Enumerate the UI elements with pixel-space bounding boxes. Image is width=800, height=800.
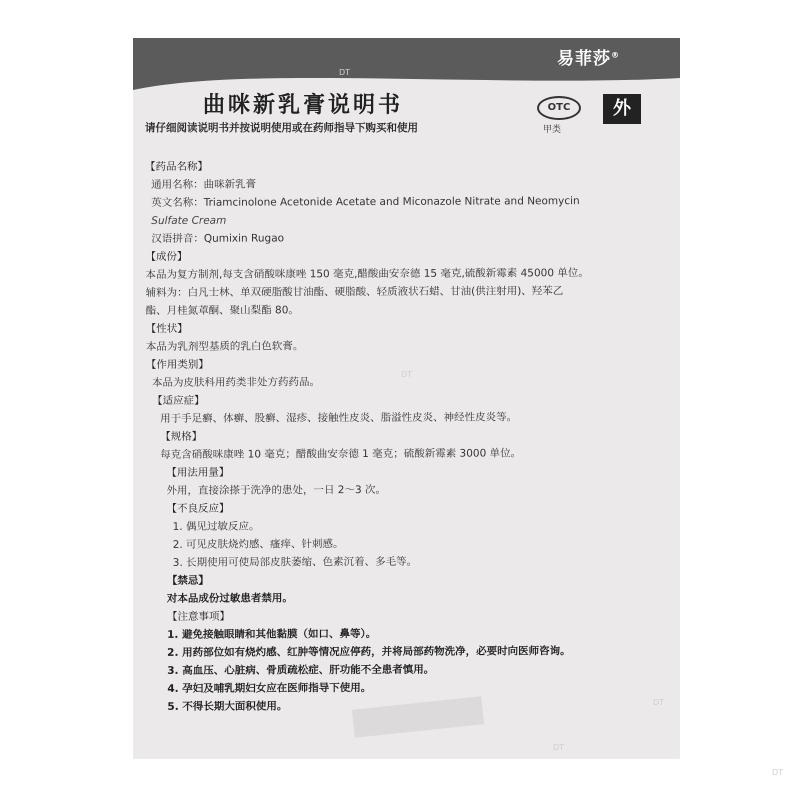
precaution-item-5: 5. 不得长期大面积使用。 — [167, 700, 288, 713]
adverse-item-1: 1. 偶见过敏反应。 — [172, 520, 260, 533]
section-indication-heading: 【适应症】 — [152, 394, 205, 407]
pinyin-name: 汉语拼音：Qumixin Rugao — [151, 232, 285, 245]
composition-line-1: 本品为复方制剂,每支含硝酸咪康唑 150 毫克,醋酸曲安奈德 15 毫克,硫酸新霉素 45000 单位。 — [145, 267, 589, 281]
otc-badge: OTC — [537, 96, 581, 120]
indication-text: 用于手足癣、体癣、股癣、湿疹、接触性皮炎、脂溢性皮炎、神经性皮炎等。 — [160, 411, 518, 425]
watermark-3: DT — [653, 698, 665, 707]
watermark-corner: DT — [772, 768, 784, 777]
precaution-item-1: 1. 避免接触眼睛和其他黏膜（如口、鼻等）。 — [167, 627, 377, 641]
section-name-heading: 【药品名称】 — [145, 160, 209, 173]
section-precautions-heading: 【注意事项】 — [166, 610, 231, 623]
otc-class-label: 甲类 — [543, 125, 562, 135]
section-character-heading: 【性状】 — [145, 322, 188, 335]
section-category-heading: 【作用类别】 — [145, 358, 209, 371]
section-usage-heading: 【用法用量】 — [166, 466, 230, 479]
contraindication-text: 对本品成份过敏患者禁用。 — [166, 592, 293, 605]
adverse-item-2: 2. 可见皮肤烧灼感、瘙痒、针刺感。 — [172, 538, 344, 551]
document-body — [145, 156, 672, 716]
section-composition-heading: 【成份】 — [145, 250, 188, 263]
brand-logo: 易菲莎® — [557, 49, 620, 69]
composition-line-2: 辅料为：白凡士林、单双硬脂酸甘油酯、硬脂酸、轻质液状石蜡、甘油(供注射用)、羟苯乙 — [145, 285, 564, 299]
section-contraindication-heading: 【禁忌】 — [166, 574, 209, 587]
document-title: 曲咪新乳膏说明书 — [203, 93, 404, 118]
adverse-item-3: 3. 长期使用可使局部皮肤萎缩、色素沉着、多毛等。 — [172, 555, 418, 569]
watermark-1: DT — [339, 68, 351, 77]
generic-name: 通用名称：曲咪新乳膏 — [151, 178, 257, 191]
instruction-sheet — [133, 38, 680, 759]
english-name-line-1: 英文名称：Triamcinolone Acetonide Acetate and Miconazole Nitrate and Neomycin — [151, 195, 580, 209]
category-text: 本品为皮肤科用药类非处方药药品。 — [151, 376, 321, 389]
external-use-badge: 外 — [603, 94, 641, 124]
watermark-2: DT — [401, 370, 413, 379]
precaution-item-2: 2. 用药部位如有烧灼感、红肿等情况应停药，并将局部药物洗净，必要时向医师咨询。 — [167, 645, 571, 659]
character-text: 本品为乳剂型基质的乳白色软膏。 — [145, 340, 304, 353]
precaution-item-3: 3. 高血压、心脏病、骨质疏松症、肝功能不全患者慎用。 — [167, 663, 435, 677]
spec-text: 每克含硝酸咪康唑 10 毫克；醋酸曲安奈德 1 毫克；硫酸新霉素 3000 单位。 — [160, 447, 522, 461]
document-subtitle: 请仔细阅读说明书并按说明使用或在药师指导下购买和使用 — [145, 122, 418, 134]
watermark-4: DT — [553, 743, 565, 752]
section-adverse-heading: 【不良反应】 — [166, 502, 230, 515]
english-name-line-2: Sulfate Cream — [151, 214, 227, 227]
section-spec-heading: 【规格】 — [160, 430, 203, 443]
usage-text: 外用，直接涂搽于洗净的患处，一日 2～3 次。 — [166, 483, 387, 497]
precaution-item-4: 4. 孕妇及哺乳期妇女应在医师指导下使用。 — [167, 682, 372, 695]
composition-line-3: 酯、月桂氮䓬酮、聚山梨酯 80。 — [145, 304, 299, 317]
